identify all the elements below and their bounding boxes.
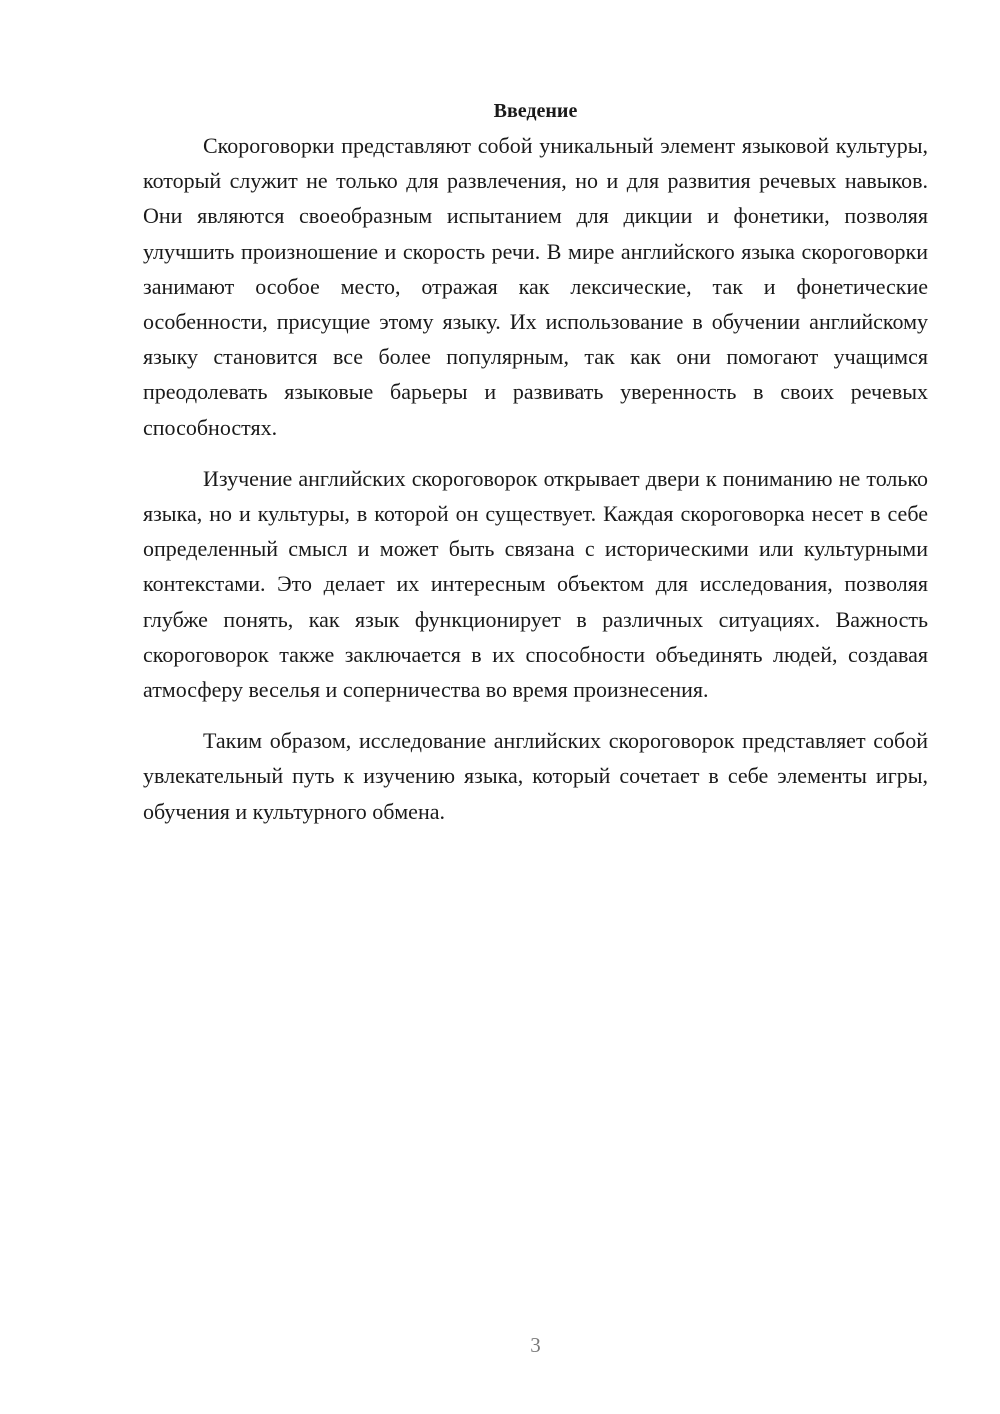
page-number: 3 xyxy=(530,1333,541,1357)
paragraph-conclusion: Таким образом, исследование английских скороговорок представляет собой увлекательный путь к изучению языка, который сочетает в себе элементы игры, обучения и культурного обмена. xyxy=(143,728,928,824)
paragraph-intro: Скороговорки представляют собой уникальный элемент языковой культуры, который служит не только для развлечения, но и для развития речевых навыков. Они являются своеобразным испытанием для дикции и фонетики, позволяя улучшить произношение и скорость речи. В мире английского языка скороговорки занимают особое место, отражая как лексические, так и фонетические особенности, присущие этому языку. Их использование в обучении английскому языку становится все более популярным, так как они помогают учащимся преодолевать языковые барьеры и развивать уверенность в своих речевых способностях. xyxy=(143,133,928,440)
paragraph-study: Изучение английских скороговорок открывает двери к пониманию не только языка, но и культуры, в которой он существует. Каждая скороговорка несет в себе определенный смысл и может быть связана с историческими или культурными контекстами. Это делает их интересным объектом для исследования, позволяя глубже понять, как язык функционирует в различных ситуациях. Важность скороговорок также заключается в их способности объединять людей, создавая атмосферу веселья и соперничества во время произнесения. xyxy=(143,465,928,703)
section-title: Введение xyxy=(493,100,578,122)
document-body xyxy=(143,96,928,829)
